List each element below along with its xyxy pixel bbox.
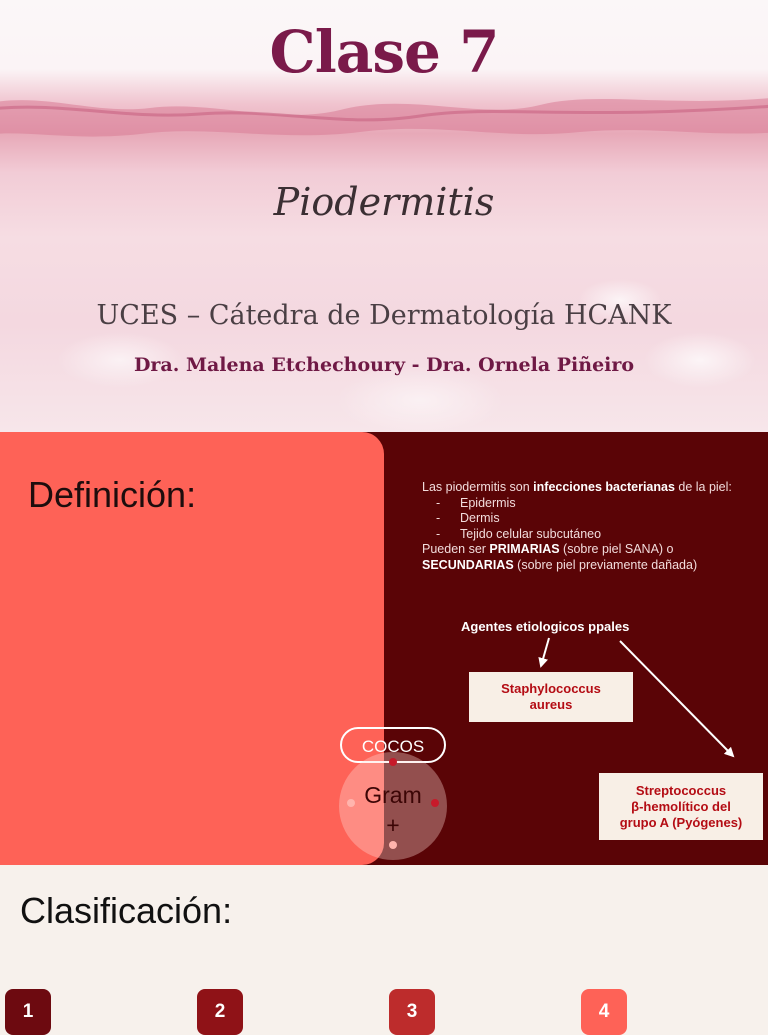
- authors-label: Dra. Malena Etchechoury - Dra. Ornela Piñeiro: [133, 354, 635, 376]
- intro-suffix: de la piel:: [674, 480, 732, 494]
- list-item: - Dermis: [436, 511, 500, 525]
- intro-prefix: Las piodermitis son: [422, 480, 534, 494]
- list-item: - Epidermis: [436, 495, 516, 510]
- classification-slide: [0, 865, 768, 1024]
- number-badge-1: 1: [5, 989, 51, 1035]
- primary-line: Pueden ser PRIMARIAS (sobre piel SANA) o: [422, 542, 674, 556]
- decor-dot: [389, 758, 397, 766]
- number-badge-3: 3: [389, 989, 435, 1035]
- title-slide: [0, 0, 768, 432]
- arrow-to-strep: [620, 641, 733, 756]
- institution-label: UCES – Cátedra de Dermatología HCANK: [96, 300, 672, 331]
- number-badge-4: 4: [581, 989, 627, 1035]
- secondary-line: SECUNDARIAS (sobre piel previamente dañada): [422, 557, 698, 572]
- cocos-badge: COCOS: [340, 727, 446, 763]
- number-badge-2: 2: [197, 989, 243, 1035]
- intro-bold: infecciones bacterianas: [533, 480, 675, 494]
- staphylococcus-box: Staphylococcus aureus: [469, 672, 633, 722]
- agents-label: Agentes etiologicos ppales: [461, 619, 630, 634]
- decor-dot: [389, 841, 397, 849]
- streptococcus-box: Streptococcus β-hemolítico del grupo A (Pyógenes): [599, 773, 763, 840]
- definition-slide: [0, 432, 768, 865]
- page-title: Clase 7: [269, 18, 499, 86]
- page-subtitle: Piodermitis: [273, 180, 495, 224]
- definition-heading: Definición:: [28, 474, 197, 515]
- arrow-to-staph: [541, 638, 549, 666]
- gram-label: Gram +: [364, 782, 422, 838]
- classification-heading: Clasificación:: [20, 890, 233, 931]
- list-item: - Tejido celular subcutáneo: [436, 526, 602, 541]
